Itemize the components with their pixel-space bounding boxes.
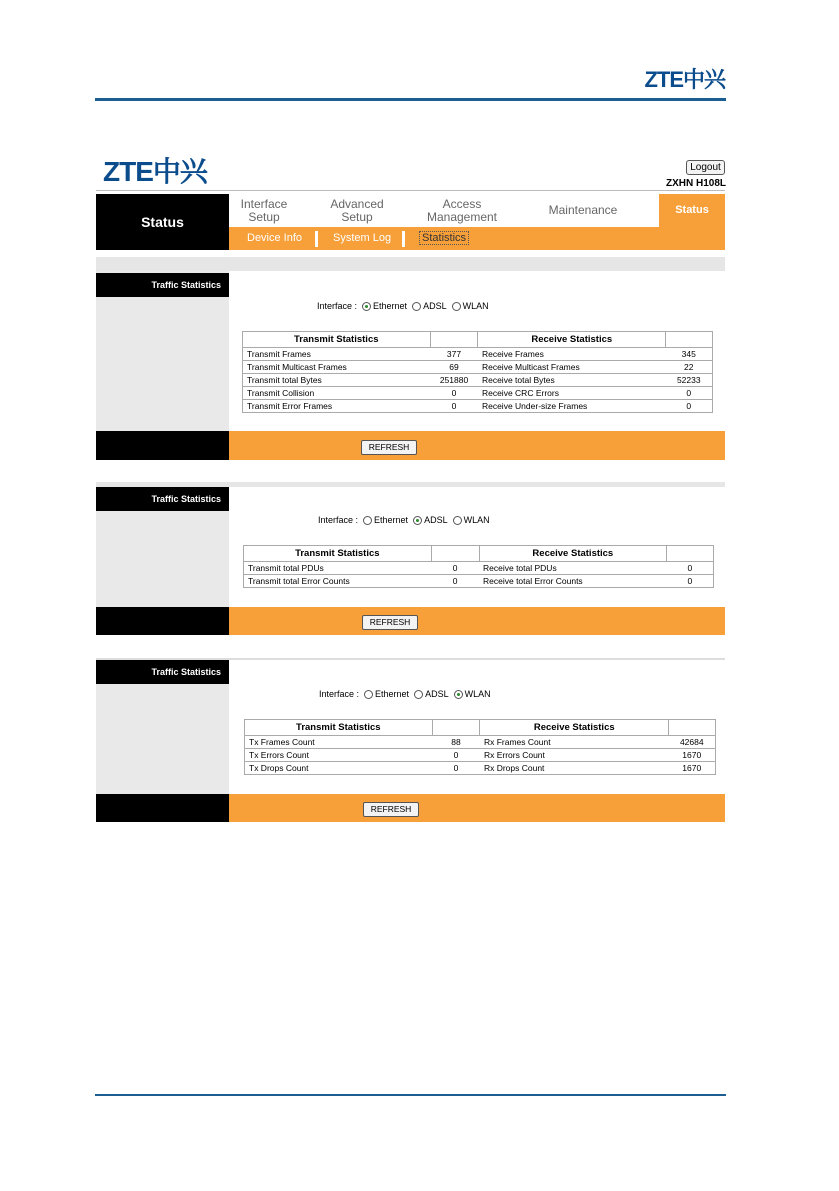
table-row bbox=[243, 374, 713, 387]
table-header bbox=[244, 546, 714, 562]
subnav-statistics[interactable] bbox=[419, 227, 469, 250]
receive-header: Receive Statistics bbox=[479, 546, 667, 562]
section-title: Traffic Statistics bbox=[96, 487, 229, 511]
subnav-separator bbox=[402, 231, 405, 247]
nav-label: Status bbox=[675, 204, 709, 216]
rx-label: Receive CRC Errors bbox=[478, 387, 666, 400]
rx-value: 22 bbox=[666, 361, 713, 374]
rx-label: Receive Frames bbox=[478, 348, 666, 361]
logout-button[interactable]: Logout bbox=[686, 160, 725, 175]
tx-label: Transmit total Error Counts bbox=[244, 575, 432, 588]
tx-value: 377 bbox=[430, 348, 478, 361]
rx-label: Receive total PDUs bbox=[479, 562, 667, 575]
stats-table bbox=[244, 719, 716, 775]
nav-label: Access bbox=[442, 196, 482, 211]
nav-interface-setup[interactable] bbox=[229, 194, 299, 227]
section-divider bbox=[96, 257, 725, 271]
radio-ethernet[interactable] bbox=[362, 302, 371, 311]
nav-label: Setup bbox=[248, 209, 280, 224]
radio-label: Ethernet bbox=[373, 301, 408, 311]
table-row bbox=[244, 562, 714, 575]
tx-value: 0 bbox=[432, 762, 480, 775]
rx-label: Rx Errors Count bbox=[480, 749, 669, 762]
rx-value: 0 bbox=[667, 562, 714, 575]
table-row bbox=[245, 749, 716, 762]
header-blank bbox=[431, 546, 479, 562]
rx-label: Receive Under-size Frames bbox=[478, 400, 666, 413]
radio-ethernet[interactable] bbox=[363, 516, 372, 525]
nav-advanced-setup[interactable] bbox=[319, 194, 395, 227]
section-title: Traffic Statistics bbox=[96, 660, 229, 684]
interface-selector bbox=[317, 301, 489, 311]
interface-selector bbox=[318, 515, 490, 525]
radio-label: WLAN bbox=[464, 689, 491, 699]
footer-rule bbox=[95, 1094, 726, 1096]
header-blank bbox=[666, 332, 713, 348]
section-footer bbox=[229, 431, 725, 460]
radio-label: WLAN bbox=[462, 301, 489, 311]
refresh-button[interactable]: REFRESH bbox=[362, 615, 418, 630]
stats-table bbox=[243, 545, 714, 588]
interface-label: Interface : bbox=[318, 515, 359, 525]
page-title: Status bbox=[96, 194, 229, 250]
refresh-button[interactable]: REFRESH bbox=[363, 802, 419, 817]
refresh-button[interactable]: REFRESH bbox=[361, 440, 417, 455]
section-footer bbox=[229, 607, 725, 635]
radio-label: ADSL bbox=[423, 301, 447, 311]
nav-maintenance[interactable] bbox=[535, 194, 631, 227]
section-footer-left bbox=[96, 431, 229, 460]
tx-label: Tx Errors Count bbox=[245, 749, 433, 762]
header-rule bbox=[95, 98, 726, 101]
rx-value: 0 bbox=[666, 400, 713, 413]
header-blank bbox=[667, 546, 714, 562]
rx-value: 345 bbox=[666, 348, 713, 361]
table-row bbox=[243, 361, 713, 374]
rx-value: 42684 bbox=[669, 736, 716, 749]
rx-value: 52233 bbox=[666, 374, 713, 387]
router-logo: ZTE中兴 bbox=[103, 156, 207, 187]
table-header bbox=[245, 720, 716, 736]
nav-access-management[interactable] bbox=[417, 194, 507, 227]
nav-label: Setup bbox=[341, 209, 373, 224]
tx-value: 251880 bbox=[430, 374, 478, 387]
rx-value: 1670 bbox=[669, 749, 716, 762]
radio-label: ADSL bbox=[424, 515, 448, 525]
section-footer-left bbox=[96, 607, 229, 635]
table-row bbox=[244, 575, 714, 588]
interface-label: Interface : bbox=[319, 689, 360, 699]
radio-label: Ethernet bbox=[374, 515, 409, 525]
radio-wlan[interactable] bbox=[454, 690, 463, 699]
tx-label: Tx Frames Count bbox=[245, 736, 433, 749]
rx-label: Receive total Error Counts bbox=[479, 575, 667, 588]
tx-value: 69 bbox=[430, 361, 478, 374]
rx-value: 0 bbox=[667, 575, 714, 588]
section-title: Traffic Statistics bbox=[96, 273, 229, 297]
rx-value: 1670 bbox=[669, 762, 716, 775]
receive-header: Receive Statistics bbox=[478, 332, 666, 348]
tx-value: 0 bbox=[432, 749, 480, 762]
radio-wlan[interactable] bbox=[452, 302, 461, 311]
nav-label: Maintenance bbox=[548, 203, 618, 217]
table-row bbox=[243, 387, 713, 400]
radio-adsl[interactable] bbox=[413, 516, 422, 525]
subnav-label: Statistics bbox=[419, 231, 469, 245]
subnav-separator bbox=[315, 231, 318, 247]
tx-value: 88 bbox=[432, 736, 480, 749]
tx-label: Transmit Collision bbox=[243, 387, 431, 400]
tx-value: 0 bbox=[431, 575, 479, 588]
tx-value: 0 bbox=[430, 400, 478, 413]
table-header bbox=[243, 332, 713, 348]
rx-value: 0 bbox=[666, 387, 713, 400]
radio-wlan[interactable] bbox=[453, 516, 462, 525]
tx-value: 0 bbox=[430, 387, 478, 400]
model-name: ZXHN H108L bbox=[665, 178, 726, 189]
radio-label: WLAN bbox=[463, 515, 490, 525]
header-divider bbox=[96, 190, 725, 191]
main-nav bbox=[229, 194, 725, 227]
table-row bbox=[245, 736, 716, 749]
interface-label: Interface : bbox=[317, 301, 358, 311]
section-footer-left bbox=[96, 794, 229, 822]
radio-adsl[interactable] bbox=[412, 302, 421, 311]
table-row bbox=[243, 400, 713, 413]
sub-nav bbox=[229, 227, 725, 250]
nav-label: Interface bbox=[240, 196, 288, 211]
rx-label: Rx Frames Count bbox=[480, 736, 669, 749]
doc-logo: ZTE中兴 bbox=[644, 67, 725, 92]
radio-label: ADSL bbox=[425, 689, 449, 699]
subnav-device-info[interactable]: Device Info bbox=[247, 232, 303, 244]
table-row bbox=[243, 348, 713, 361]
transmit-header: Transmit Statistics bbox=[243, 332, 431, 348]
tx-value: 0 bbox=[431, 562, 479, 575]
nav-label: Management bbox=[426, 209, 498, 224]
header-blank bbox=[430, 332, 478, 348]
radio-adsl[interactable] bbox=[414, 690, 423, 699]
subnav-system-log[interactable]: System Log bbox=[333, 232, 392, 244]
interface-selector bbox=[319, 689, 491, 699]
header-blank bbox=[669, 720, 716, 736]
section-footer bbox=[229, 794, 725, 822]
stats-table bbox=[242, 331, 713, 413]
rx-label: Receive Multicast Frames bbox=[478, 361, 666, 374]
tx-label: Transmit Multicast Frames bbox=[243, 361, 431, 374]
tx-label: Transmit total Bytes bbox=[243, 374, 431, 387]
tx-label: Tx Drops Count bbox=[245, 762, 433, 775]
transmit-header: Transmit Statistics bbox=[245, 720, 433, 736]
nav-label: Advanced bbox=[330, 196, 384, 211]
radio-label: Ethernet bbox=[375, 689, 410, 699]
tx-label: Transmit Error Frames bbox=[243, 400, 431, 413]
tx-label: Transmit total PDUs bbox=[244, 562, 432, 575]
nav-status[interactable] bbox=[659, 194, 725, 227]
radio-ethernet[interactable] bbox=[364, 690, 373, 699]
header-blank bbox=[432, 720, 480, 736]
rx-label: Receive total Bytes bbox=[478, 374, 666, 387]
rx-label: Rx Drops Count bbox=[480, 762, 669, 775]
table-row bbox=[245, 762, 716, 775]
receive-header: Receive Statistics bbox=[480, 720, 669, 736]
tx-label: Transmit Frames bbox=[243, 348, 431, 361]
transmit-header: Transmit Statistics bbox=[244, 546, 432, 562]
